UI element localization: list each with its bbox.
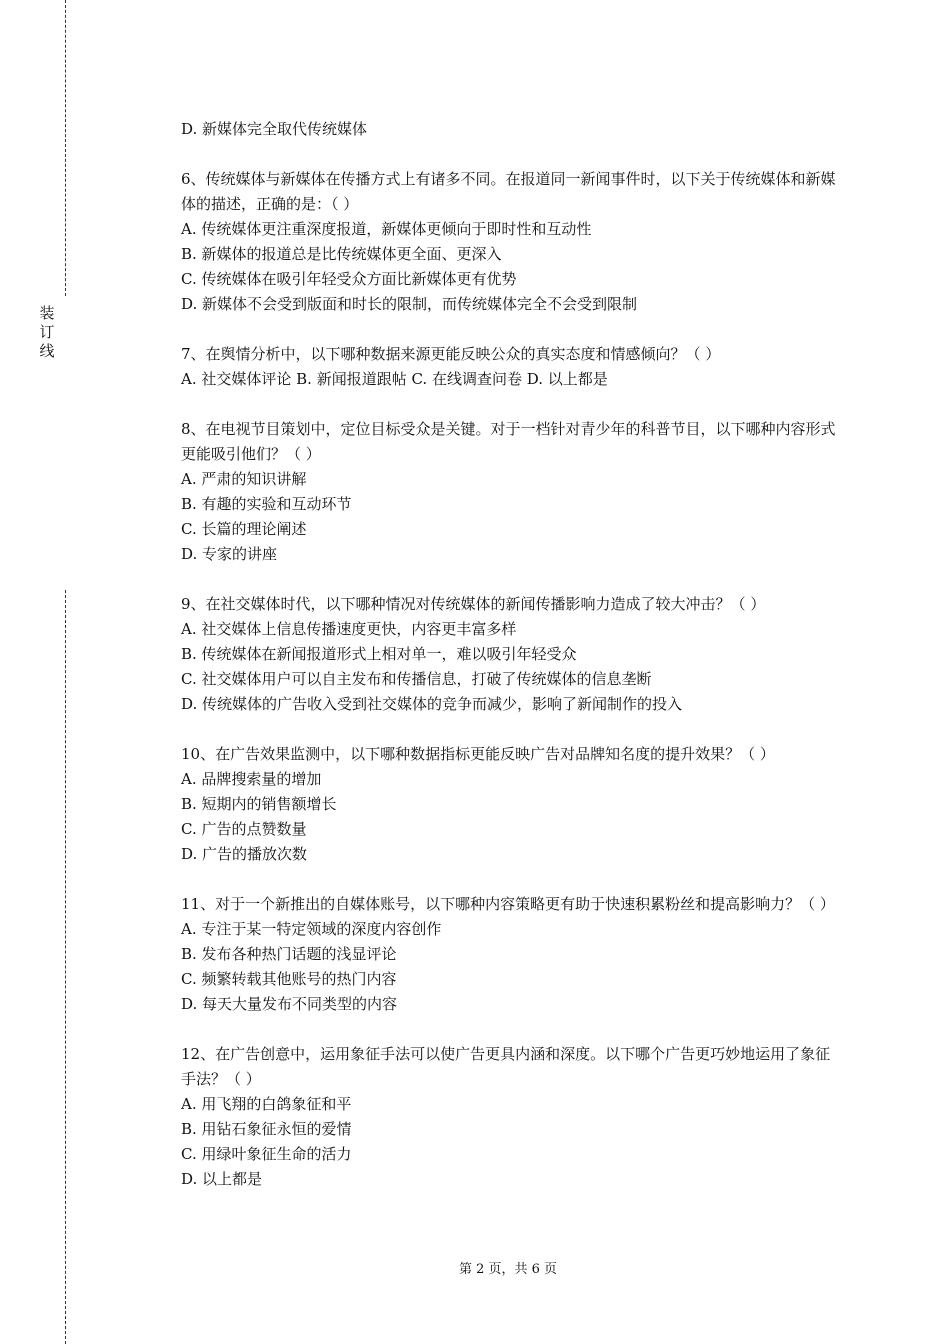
binding-line-bottom xyxy=(65,590,66,1344)
option-c: C. 长篇的理论阐述 xyxy=(181,520,307,538)
option-b: B. 短期内的销售额增长 xyxy=(181,795,337,813)
question-7 xyxy=(181,342,841,392)
option-b: B. 传统媒体在新闻报道形式上相对单一，难以吸引年轻受众 xyxy=(181,645,577,663)
question-stem: 12、在广告创意中，运用象征手法可以使广告更具内涵和深度。以下哪个广告更巧妙地运用了象征手法？（ ） xyxy=(181,1045,831,1088)
page-footer: 第 2 页，共 6 页 xyxy=(458,1262,558,1277)
option-b: B. 发布各种热门话题的浅显评论 xyxy=(181,945,397,963)
question-10 xyxy=(181,742,841,867)
option-a: A. 社交媒体上信息传播速度更快，内容更丰富多样 xyxy=(181,620,517,638)
question-stem: 7、在舆情分析中，以下哪种数据来源更能反映公众的真实态度和情感倾向？（ ） xyxy=(181,345,721,363)
option-b: B. 用钻石象征永恒的爱情 xyxy=(181,1120,352,1138)
binding-line-top xyxy=(65,0,66,296)
question-stem: 11、对于一个新推出的自媒体账号，以下哪种内容策略更有助于快速积累粉丝和提高影响力？（ ） xyxy=(181,895,835,913)
option-b: B. 有趣的实验和互动环节 xyxy=(181,495,352,513)
binding-label-char: 订 xyxy=(39,323,55,341)
option-c: C. 频繁转载其他账号的热门内容 xyxy=(181,970,397,988)
question-stem: 8、在电视节目策划中，定位目标受众是关键。对于一档针对青少年的科普节目，以下哪种内容形式更能吸引他们？（ ） xyxy=(181,420,836,463)
question-stem: 9、在社交媒体时代，以下哪种情况对传统媒体的新闻传播影响力造成了较大冲击？（ ） xyxy=(181,595,766,613)
option-c: C. 用绿叶象征生命的活力 xyxy=(181,1145,352,1163)
option-b: B. 新媒体的报道总是比传统媒体更全面、更深入 xyxy=(181,245,502,263)
option-carryover: D. 新媒体完全取代传统媒体 xyxy=(181,120,368,138)
option-a: A. 用飞翔的白鸽象征和平 xyxy=(181,1095,352,1113)
question-6 xyxy=(181,167,841,317)
option-d: D. 每天大量发布不同类型的内容 xyxy=(181,995,398,1013)
question-11 xyxy=(181,892,841,1017)
option-d: D. 传统媒体的广告收入受到社交媒体的竞争而减少，影响了新闻制作的投入 xyxy=(181,695,683,713)
option-c: C. 社交媒体用户可以自主发布和传播信息，打破了传统媒体的信息垄断 xyxy=(181,670,652,688)
option-d: D. 广告的播放次数 xyxy=(181,845,308,863)
option-d: D. 专家的讲座 xyxy=(181,545,278,563)
binding-label xyxy=(37,304,57,361)
option-a: A. 品牌搜索量的增加 xyxy=(181,770,322,788)
binding-label-char: 线 xyxy=(39,342,55,360)
option-c: C. 广告的点赞数量 xyxy=(181,820,307,838)
option-a: A. 严肃的知识讲解 xyxy=(181,470,307,488)
question-12 xyxy=(181,1042,841,1192)
binding-label-char: 装 xyxy=(39,304,55,322)
option-d: D. 新媒体不会受到版面和时长的限制，而传统媒体完全不会受到限制 xyxy=(181,295,638,313)
option-d: D. 以上都是 xyxy=(181,1170,263,1188)
question-9 xyxy=(181,592,841,717)
option-a: A. 传统媒体更注重深度报道，新媒体更倾向于即时性和互动性 xyxy=(181,220,592,238)
exam-content xyxy=(181,117,841,1192)
option-c: C. 传统媒体在吸引年轻受众方面比新媒体更有优势 xyxy=(181,270,517,288)
option-a: A. 专注于某一特定领域的深度内容创作 xyxy=(181,920,442,938)
question-8 xyxy=(181,417,841,567)
question-stem: 10、在广告效果监测中，以下哪种数据指标更能反映广告对品牌知名度的提升效果？（ ） xyxy=(181,745,775,763)
question-stem: 6、传统媒体与新媒体在传播方式上有诸多不同。在报道同一新闻事件时，以下关于传统媒体和新媒体的描述，正确的是：（ ） xyxy=(181,170,836,213)
option-row: A. 社交媒体评论 B. 新闻报道跟帖 C. 在线调查问卷 D. 以上都是 xyxy=(181,370,608,388)
